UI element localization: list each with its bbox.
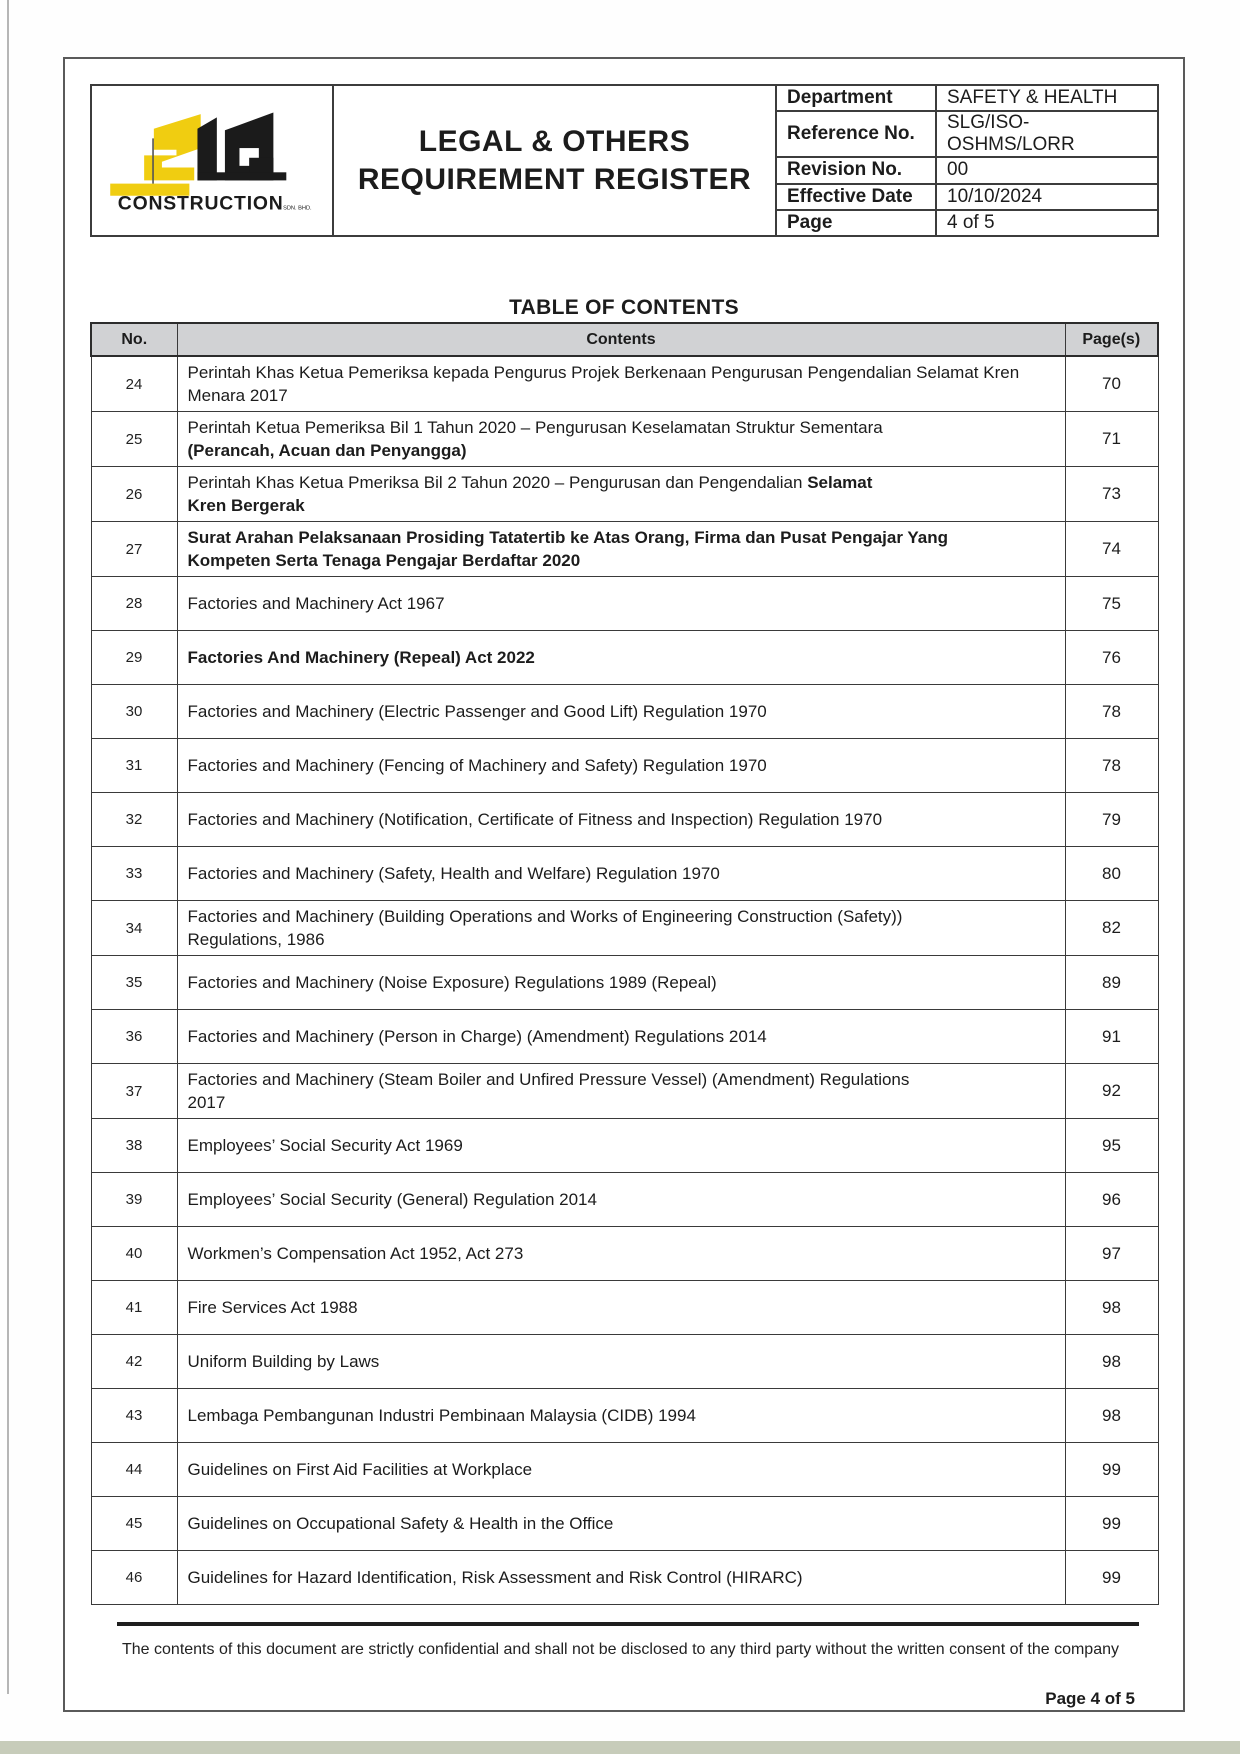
toc-row-no: 38 [91, 1119, 177, 1173]
toc-row-contents: Perintah Ketua Pemeriksa Bil 1 Tahun 2020 – Pengurusan Keselamatan Struktur Sementara (Perancah, Acuan dan Penyangga) [177, 412, 1065, 467]
table-row [91, 847, 1158, 901]
toc-row-contents: Factories and Machinery (Safety, Health and Welfare) Regulation 1970 [177, 847, 1065, 901]
toc-row-no: 29 [91, 631, 177, 685]
toc-row-page: 78 [1065, 685, 1158, 739]
table-row [91, 577, 1158, 631]
table-row [91, 1335, 1158, 1389]
table-row [91, 1064, 1158, 1119]
toc-row-page: 99 [1065, 1443, 1158, 1497]
table-row [91, 1281, 1158, 1335]
info-label: Page [777, 211, 937, 235]
toc-row-no: 28 [91, 577, 177, 631]
toc-row-page: 78 [1065, 739, 1158, 793]
toc-row-no: 39 [91, 1173, 177, 1227]
page-number-label: Page 4 of 5 [1045, 1689, 1135, 1708]
toc-row-page: 99 [1065, 1551, 1158, 1605]
toc-row-contents: Factories And Machinery (Repeal) Act 2022 [177, 631, 1065, 685]
table-row [91, 522, 1158, 577]
table-row [91, 685, 1158, 739]
toc-row-no: 32 [91, 793, 177, 847]
toc-row-page: 99 [1065, 1497, 1158, 1551]
toc-row-contents: Guidelines on Occupational Safety & Health in the Office [177, 1497, 1065, 1551]
table-row [91, 1010, 1158, 1064]
toc-row-no: 36 [91, 1010, 177, 1064]
logo-suffix: SDN. BHD. [283, 204, 312, 211]
toc-row-page: 73 [1065, 467, 1158, 522]
table-row [91, 356, 1158, 412]
toc-row-contents: Employees’ Social Security Act 1969 [177, 1119, 1065, 1173]
toc-row-page: 80 [1065, 847, 1158, 901]
toc-row-page: 75 [1065, 577, 1158, 631]
toc-row-page: 74 [1065, 522, 1158, 577]
scan-bottom-edge-artifact [0, 1741, 1240, 1754]
confidentiality-note: The contents of this document are strictly confidential and shall not be disclosed to any third party without the written consent of the company [122, 1641, 1119, 1658]
toc-row-no: 43 [91, 1389, 177, 1443]
table-row [91, 1497, 1158, 1551]
toc-row-no: 45 [91, 1497, 177, 1551]
toc-row-contents: Uniform Building by Laws [177, 1335, 1065, 1389]
info-row [777, 86, 1157, 112]
toc-row-page: 96 [1065, 1173, 1158, 1227]
table-row [91, 1227, 1158, 1281]
toc-row-contents: Guidelines for Hazard Identification, Risk Assessment and Risk Control (HIRARC) [177, 1551, 1065, 1605]
toc-row-no: 35 [91, 956, 177, 1010]
table-row [91, 793, 1158, 847]
toc-row-page: 98 [1065, 1281, 1158, 1335]
toc-row-page: 70 [1065, 356, 1158, 412]
toc-row-contents: Factories and Machinery (Steam Boiler and Unfired Pressure Vessel) (Amendment) Regulations 2017 [177, 1064, 1065, 1119]
title-cell [334, 86, 777, 235]
table-row [91, 901, 1158, 956]
table-row [91, 412, 1158, 467]
info-label: Reference No. [777, 112, 937, 156]
toc-row-contents: Employees’ Social Security (General) Regulation 2014 [177, 1173, 1065, 1227]
toc-row-page: 76 [1065, 631, 1158, 685]
info-value: SAFETY & HEALTH [947, 87, 1118, 109]
table-row [91, 1389, 1158, 1443]
toc-row-contents: Workmen’s Compensation Act 1952, Act 273 [177, 1227, 1065, 1281]
toc-row-no: 34 [91, 901, 177, 956]
table-row [91, 1443, 1158, 1497]
toc-row-contents: Perintah Khas Ketua Pemeriksa kepada Pengurus Projek Berkenaan Pengurusan Pengendalian Selamat Kren Menara 2017 [177, 356, 1065, 412]
toc-row-page: 98 [1065, 1389, 1158, 1443]
toc-row-no: 46 [91, 1551, 177, 1605]
toc-row-contents: Perintah Khas Ketua Pmeriksa Bil 2 Tahun 2020 – Pengurusan dan Pengendalian Selamat Kren Bergerak [177, 467, 1065, 522]
info-value: 4 of 5 [947, 211, 995, 233]
toc-row-contents: Factories and Machinery (Notification, Certificate of Fitness and Inspection) Regulation 1970 [177, 793, 1065, 847]
toc-col-no: No. [91, 323, 177, 356]
toc-row-page: 95 [1065, 1119, 1158, 1173]
logo-wordmark: CONSTRUCTION [117, 191, 284, 214]
toc-row-contents: Fire Services Act 1988 [177, 1281, 1065, 1335]
toc-col-contents: Contents [177, 323, 1065, 356]
info-row [777, 211, 1157, 235]
toc-col-pages: Page(s) [1065, 323, 1158, 356]
toc-row-page: 82 [1065, 901, 1158, 956]
toc-row-no: 33 [91, 847, 177, 901]
toc-row-no: 40 [91, 1227, 177, 1281]
document-header [90, 84, 1159, 237]
info-value: SLG/ISO-OSHMS/LORR [947, 112, 1075, 156]
toc-row-page: 97 [1065, 1227, 1158, 1281]
toc-row-contents: Factories and Machinery (Building Operations and Works of Engineering Construction (Safety)) Regulations, 1986 [177, 901, 1065, 956]
toc-row-page: 91 [1065, 1010, 1158, 1064]
table-row [91, 631, 1158, 685]
company-logo-icon [107, 97, 317, 225]
toc-row-no: 24 [91, 356, 177, 412]
table-row [91, 1173, 1158, 1227]
info-row [777, 112, 1157, 158]
table-row [91, 956, 1158, 1010]
toc-row-contents: Factories and Machinery (Person in Charge) (Amendment) Regulations 2014 [177, 1010, 1065, 1064]
logo-cell [92, 86, 334, 235]
toc-row-contents: Lembaga Pembangunan Industri Pembinaan Malaysia (CIDB) 1994 [177, 1389, 1065, 1443]
info-value: 00 [947, 159, 969, 181]
toc-row-no: 41 [91, 1281, 177, 1335]
toc-row-no: 26 [91, 467, 177, 522]
toc-row-no: 31 [91, 739, 177, 793]
toc-row-no: 42 [91, 1335, 177, 1389]
toc-row-page: 98 [1065, 1335, 1158, 1389]
page-border-frame [63, 57, 1185, 1712]
toc-row-contents: Factories and Machinery (Fencing of Machinery and Safety) Regulation 1970 [177, 739, 1065, 793]
toc-table-body [91, 356, 1158, 1605]
toc-row-no: 44 [91, 1443, 177, 1497]
toc-row-no: 37 [91, 1064, 177, 1119]
toc-row-page: 79 [1065, 793, 1158, 847]
table-row [91, 467, 1158, 522]
toc-row-page: 71 [1065, 412, 1158, 467]
info-label: Department [777, 86, 937, 110]
toc-table-header [91, 323, 1158, 356]
table-row [91, 1551, 1158, 1605]
toc-row-contents: Factories and Machinery (Noise Exposure) Regulations 1989 (Repeal) [177, 956, 1065, 1010]
table-row [91, 739, 1158, 793]
toc-row-no: 30 [91, 685, 177, 739]
info-row [777, 158, 1157, 184]
info-row [777, 185, 1157, 211]
toc-row-page: 92 [1065, 1064, 1158, 1119]
toc-heading: TABLE OF CONTENTS [509, 296, 739, 319]
toc-row-contents: Surat Arahan Pelaksanaan Prosiding Tatatertib ke Atas Orang, Firma dan Pusat Pengajar Yang Kompeten Serta Tenaga Pengajar Berdaftar 2020 [177, 522, 1065, 577]
info-value: 10/10/2024 [947, 185, 1043, 207]
info-label: Revision No. [777, 158, 937, 182]
document-title-line1: LEGAL & OTHERS [418, 124, 691, 158]
scan-edge-artifact [7, 0, 9, 1694]
table-row [91, 1119, 1158, 1173]
toc-row-page: 89 [1065, 956, 1158, 1010]
toc-row-no: 27 [91, 522, 177, 577]
toc-row-no: 25 [91, 412, 177, 467]
toc-row-contents: Factories and Machinery Act 1967 [177, 577, 1065, 631]
info-label: Effective Date [777, 185, 937, 209]
toc-row-contents: Guidelines on First Aid Facilities at Workplace [177, 1443, 1065, 1497]
toc-table [90, 322, 1159, 1605]
footer-divider [117, 1622, 1139, 1626]
header-info-table [777, 86, 1157, 235]
document-title-line2: REQUIREMENT REGISTER [357, 162, 752, 196]
toc-row-contents: Factories and Machinery (Electric Passenger and Good Lift) Regulation 1970 [177, 685, 1065, 739]
